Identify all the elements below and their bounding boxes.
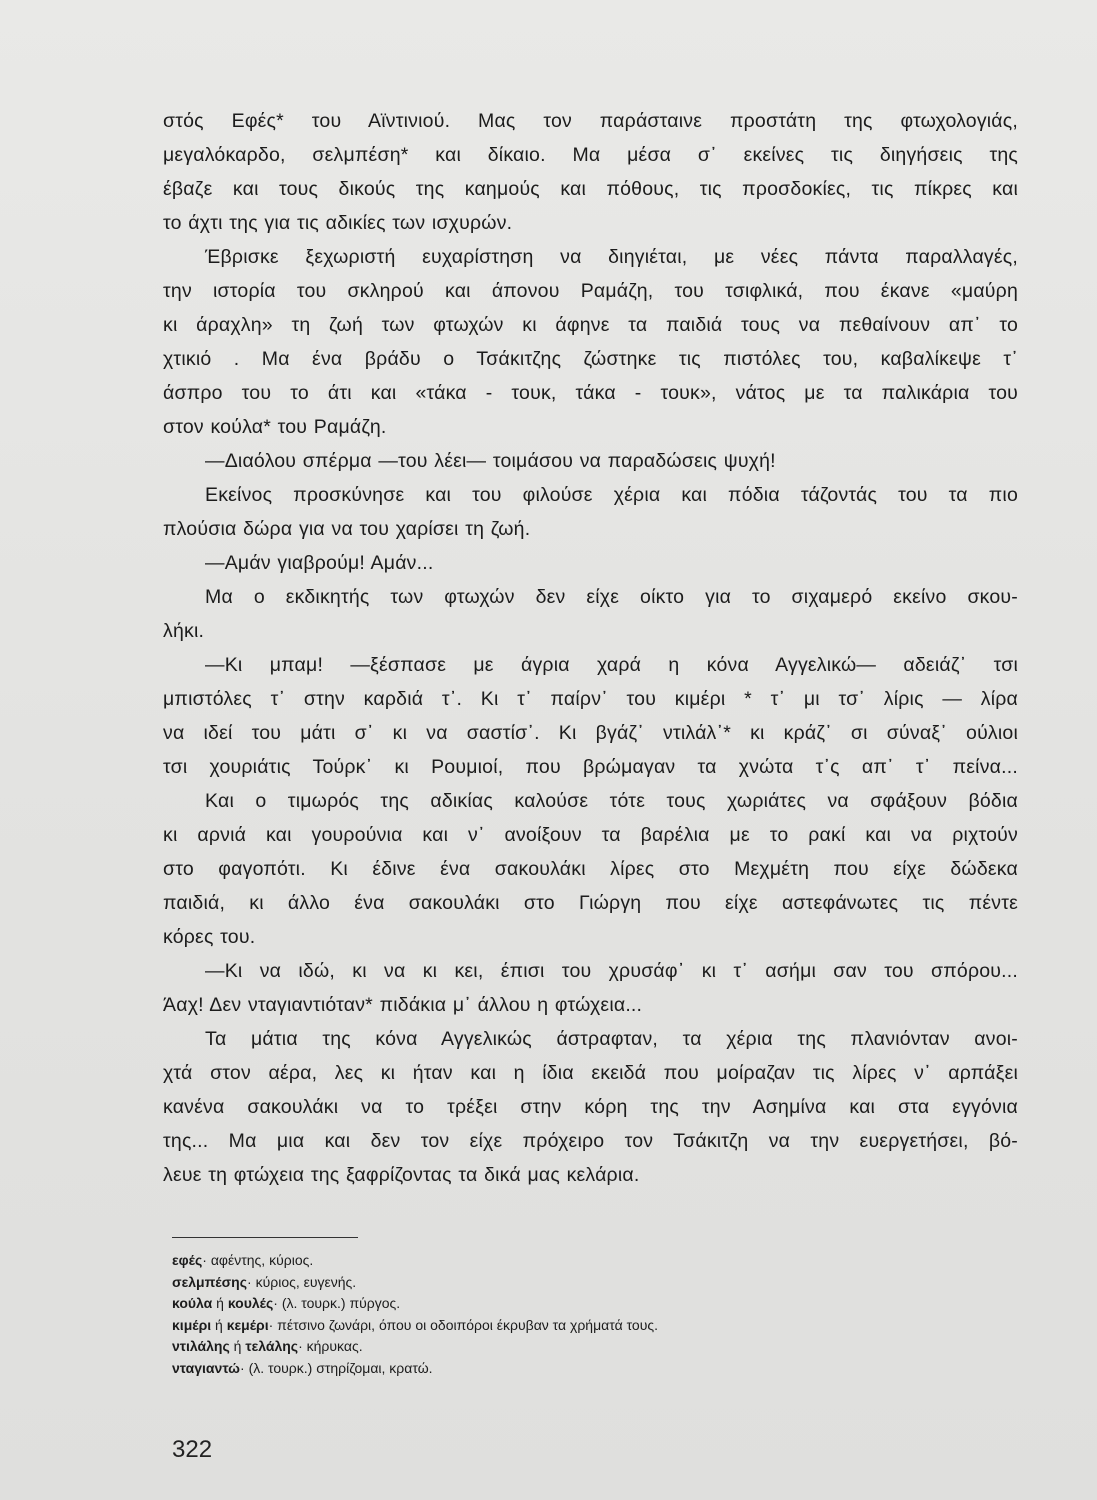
footnote-term: κούλα <box>172 1295 213 1311</box>
footnote: κιμέρι ή κεμέρι· πέτσινο ζωνάρι, όπου οι οδοιπόροι έκρυβαν τα χρήματά τους. <box>172 1316 658 1333</box>
footnote: ντιλάλης ή τελάλης· κήρυκας. <box>172 1338 363 1354</box>
text-line: μεγαλόκαρδο, σελμπέση* και δίκαιο. Μα μέσα σ᾽ εκείνες τις διηγήσεις της <box>163 144 1018 166</box>
text-line: μπιστόλες τ᾽ στην καρδιά τ᾽. Κι τ᾽ παίρν᾽ του κιμέρι * τ᾽ μι τσ᾽ λίρις — λίρα <box>163 688 1018 710</box>
text-line: Τα μάτια της κόνα Αγγελικώς άστραφταν, τα χέρια της πλανιόνταν ανοι- <box>205 1028 1018 1050</box>
footnote: κούλα ή κουλές· (λ. τουρκ.) πύργος. <box>172 1295 401 1311</box>
footnote-definition: πέτσινο ζωνάρι, όπου οι οδοιπόροι έκρυβαν τα χρήματά τους. <box>277 1316 658 1333</box>
footnote-definition: (λ. τουρκ.) στηρίζομαι, κρατώ. <box>248 1359 433 1376</box>
text-line: κανένα σακουλάκι να το τρέξει στην κόρη της την Ασημίνα και στα εγγόνια <box>163 1096 1018 1118</box>
text-line: άσπρο του το άτι και «τάκα - τουκ, τάκα - τουκ», νάτος με τα παλικάρια του <box>163 382 1018 404</box>
footnote-term: σελμπέσης <box>172 1273 248 1290</box>
text-line: κι άραχλη» τη ζωή των φτωχών κι άφηνε τα παιδιά τους να πεθαίνουν απ᾽ το <box>163 314 1018 336</box>
text-line: παιδιά, κι άλλο ένα σακουλάκι στο Γιώργη που είχε αστεφάνωτες τις πέντε <box>163 892 1018 914</box>
text-line: χτικιό . Μα ένα βράδυ ο Τσάκιτζης ζώστηκε τις πιστόλες του, καβαλίκεψε τ᾽ <box>163 348 1018 370</box>
text-line: Και ο τιμωρός της αδικίας καλούσε τότε τους χωριάτες να σφάξουν βόδια <box>205 790 1018 812</box>
page-number: 322 <box>172 1436 213 1463</box>
text-line: Άαχ! Δεν νταγιαντιόταν* πιδάκια μ᾽ άλλου η φτώχεια... <box>163 994 643 1016</box>
footnote-term: εφές <box>172 1252 203 1268</box>
text-line: το άχτι της για τις αδικίες των ισχυρών. <box>163 212 513 234</box>
footnote-definition: αφέντης, κύριος. <box>210 1252 314 1268</box>
footnote-connector: ή <box>211 1316 227 1333</box>
footnote: νταγιαντώ· (λ. τουρκ.) στηρίζομαι, κρατώ. <box>172 1359 433 1376</box>
footnote-term-alt: κεμέρι <box>226 1316 269 1333</box>
footnote-term: κιμέρι <box>172 1316 212 1333</box>
text-line: λήκι. <box>163 620 205 642</box>
text-line: —Κι μπαμ! —ξέσπασε με άγρια χαρά η κόνα Αγγελικώ— αδειάζ᾽ τσι <box>205 654 1018 676</box>
footnote-connector: ή <box>229 1338 246 1354</box>
text-line: —Κι να ιδώ, κι να κι κει, έπισι του χρυσάφ᾽ κι τ᾽ ασήμι σαν του σπόρου... <box>205 960 1018 982</box>
text-line: έβαζε και τους δικούς της καημούς και πόθους, τις προσδοκίες, τις πίκρες και <box>163 178 1018 200</box>
text-line: Έβρισκε ξεχωριστή ευχαρίστηση να διηγιέται, με νέες πάντα παραλλαγές, <box>205 246 1018 268</box>
text-line: τσι χουριάτις Τούρκ᾽ κι Ρουμιοί, που βρώμαγαν τα χνώτα τ᾽ς απ᾽ τ᾽ πείνα... <box>163 756 1018 778</box>
main-text <box>163 104 1018 1192</box>
text-line: χτά στον αέρα, λες κι ήταν και η ίδια εκειδά που μοίραζαν τις λίρες ν᾽ αρπάξει <box>163 1062 1018 1084</box>
text-line: λευε τη φτώχεια της ξαφρίζοντας τα δικά μας κελάρια. <box>163 1164 640 1186</box>
text-line: να ιδεί του μάτι σ᾽ κι να σαστίσ᾽. Κι βγάζ᾽ ντιλάλ᾽* κι κράζ᾽ σι σύναξ᾽ ούλιοι <box>163 722 1018 744</box>
footnote-definition: κύριος, ευγενής. <box>255 1273 357 1290</box>
footnote-term-alt: τελάλης <box>245 1338 299 1354</box>
text-line: στον κούλα* του Ραμάζη. <box>163 416 387 438</box>
text-line: πλούσια δώρα για να του χαρίσει τη ζωή. <box>163 518 531 540</box>
text-line: στο φαγοπότι. Κι έδινε ένα σακουλάκι λίρες στο Μεχμέτη που είχε δώδεκα <box>163 858 1018 880</box>
footnote-term: νταγιαντώ <box>172 1359 241 1376</box>
text-line: —Αμάν γιαβρούμ! Αμάν... <box>205 552 434 574</box>
text-line: την ιστορία του σκληρού και άπονου Ραμάζη, του τσιφλικά, που έκανε «μαύρη <box>163 280 1018 302</box>
footnote-divider <box>172 1237 358 1238</box>
footnote-definition: (λ. τουρκ.) πύργος. <box>281 1295 401 1311</box>
footnote: σελμπέσης· κύριος, ευγενής. <box>172 1273 357 1290</box>
footnote-connector: ή <box>212 1295 228 1311</box>
text-line: —Διαόλου σπέρμα —του λέει— τοιμάσου να παραδώσεις ψυχή! <box>205 450 776 472</box>
text-line: της... Μα μια και δεν τον είχε πρόχειρο τον Τσάκιτζη να την ευεργετήσει, βό- <box>163 1130 1018 1152</box>
footnote-definition: κήρυκας. <box>306 1338 363 1354</box>
text-line: Εκείνος προσκύνησε και του φιλούσε χέρια και πόδια τάζοντάς του τα πιο <box>205 484 1018 506</box>
text-line: κι αρνιά και γουρούνια και ν᾽ ανοίξουν τα βαρέλια με το ρακί και να ριχτούν <box>163 824 1018 846</box>
footnotes <box>172 1250 932 1379</box>
text-line: κόρες του. <box>163 926 256 948</box>
text-line: Μα ο εκδικητής των φτωχών δεν είχε οίκτο για το σιχαμερό εκείνο σκου- <box>205 586 1018 608</box>
text-line: στός Εφές* του Αϊντινιού. Μας τον παράσταινε προστάτη της φτωχολογιάς, <box>163 110 1018 132</box>
footnote: εφές· αφέντης, κύριος. <box>172 1252 314 1268</box>
footnote-term: ντιλάλης <box>172 1338 230 1354</box>
footnote-term-alt: κουλές <box>227 1295 274 1311</box>
